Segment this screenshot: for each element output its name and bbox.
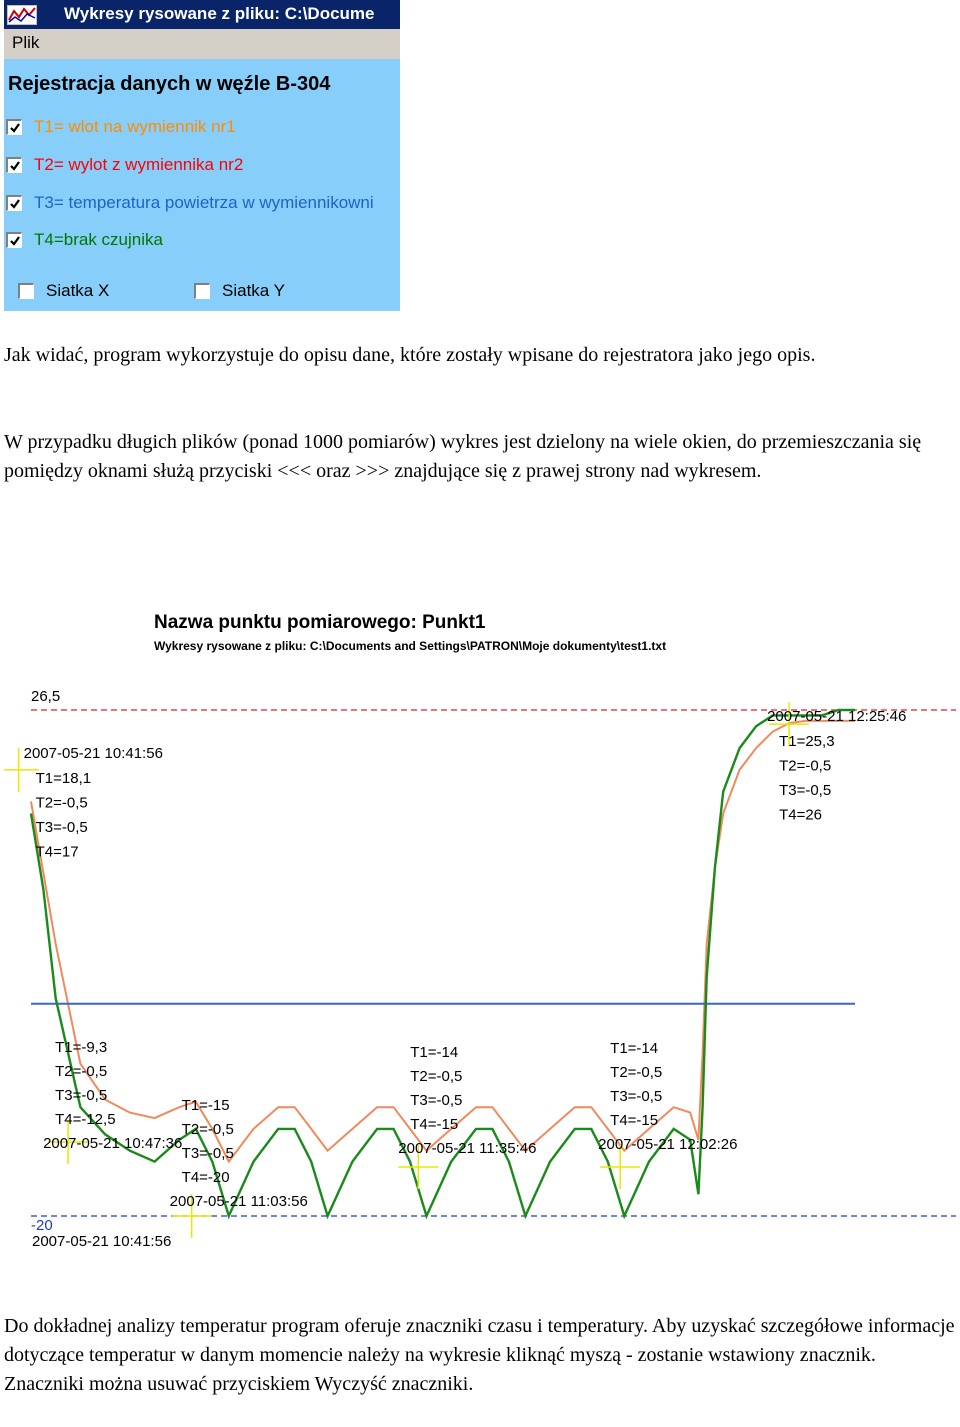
marker-value-label: T2=-0,5 (181, 1121, 234, 1138)
checkbox-unchecked[interactable] (194, 283, 210, 299)
marker-time-label: 2007-05-21 10:41:56 (23, 744, 163, 762)
marker-value-label: T3=-0,5 (55, 1087, 108, 1105)
marker-time-label: 2007-05-21 11:35:46 (398, 1140, 537, 1158)
marker-value-label: T1=-15 (181, 1097, 230, 1114)
marker-value-label: T2=-0,5 (779, 757, 832, 775)
panel-title: Rejestracja danych w węźle B-304 (8, 73, 331, 95)
chart-title: Nazwa punktu pomiarowego: Punkt1 (154, 612, 486, 633)
paragraph-navigation: W przypadku długich plików (ponad 1000 pomiarów) wykres jest dzielony na wiele okien, do przemieszczania się pomiędzy oknami służą przyciski <<< oraz >>> znajdujące się z prawej strony nad wykresem. (4, 431, 922, 482)
marker-value-label: T2=-0,5 (610, 1064, 663, 1082)
marker-value-label: T1=-14 (410, 1044, 459, 1062)
marker-time-label: 2007-05-21 12:02:26 (598, 1136, 738, 1154)
y-min-label: -20 (31, 1217, 53, 1234)
temperature-chart[interactable] (4, 598, 956, 1282)
marker-value-label: T2=-0,5 (35, 794, 88, 812)
checkbox-checked[interactable] (6, 157, 22, 173)
marker-value-label: T3=-0,5 (181, 1145, 234, 1162)
chart-plot[interactable] (4, 598, 956, 1282)
chart-app-icon (7, 5, 37, 25)
marker-time-label: 2007-05-21 11:03:56 (169, 1193, 308, 1210)
marker-value-label: T3=-0,5 (779, 782, 832, 800)
menu-bar (4, 29, 400, 59)
marker-value-label: T1=-14 (610, 1040, 659, 1058)
chart-subtitle: Wykresy rysowane z pliku: C:\Documents and Settings\PATRON\Moje dokumenty\test1.txt (154, 639, 667, 653)
grid-x-label: Siatka X (46, 281, 110, 300)
marker-value-label: T4=26 (779, 806, 823, 824)
checkbox-checked[interactable] (6, 232, 22, 248)
marker-time-label: 2007-05-21 12:25:46 (767, 708, 907, 726)
marker-value-label: T3=-0,5 (35, 818, 88, 836)
marker-value-label: T3=-0,5 (410, 1092, 463, 1110)
marker-value-label: T1=25,3 (779, 733, 835, 751)
paragraph-intro: Jak widać, program wykorzystuje do opisu dane, które zostały wpisane do rejestratora jako jego opis. (4, 344, 816, 366)
marker-value-label: T2=-0,5 (55, 1063, 108, 1081)
marker-value-label: T1=-9,3 (55, 1039, 108, 1057)
series-label-t3: T3= temperatura powietrza w wymiennikowni (34, 193, 374, 212)
marker-value-label: T4=-20 (181, 1169, 230, 1186)
marker-value-label: T1=18,1 (35, 769, 92, 787)
marker-time-label: 2007-05-21 10:47:36 (43, 1135, 183, 1153)
app-window (4, 0, 400, 311)
marker-value-label: T2=-0,5 (410, 1068, 463, 1086)
y-max-label: 26,5 (31, 688, 61, 705)
series-label-t2: T2= wylot z wymiennika nr2 (34, 155, 244, 174)
series-label-t4: T4=brak czujnika (34, 230, 163, 249)
grid-y-label: Siatka Y (222, 281, 286, 300)
marker-value-label: T4=17 (35, 843, 79, 861)
x-start-label: 2007-05-21 10:41:56 (32, 1233, 172, 1250)
title-bar (4, 0, 400, 29)
checkbox-checked[interactable] (6, 195, 22, 211)
checkbox-checked[interactable] (6, 119, 22, 135)
paragraph-markers: Do dokładnej analizy temperatur program oferuje znaczniki czasu i temperatury. Aby uzyskać szczegółowe informacje dotyczące temperatur w danym momencie należy na wykresie kliknąć myszą - zostanie wstawiony znacznik. Znaczniki można usuwać przyciskiem Wyczyść znaczniki. (4, 1315, 955, 1395)
menu-plik[interactable]: Plik (12, 33, 40, 52)
window-title: Wykresy rysowane z pliku: C:\Docume (64, 4, 375, 23)
marker-value-label: T4=-15 (410, 1116, 459, 1134)
marker-value-label: T3=-0,5 (610, 1088, 663, 1106)
series-label-t1: T1= wlot na wymiennik nr1 (34, 117, 236, 136)
marker-value-label: T4=-12,5 (55, 1111, 116, 1129)
marker-value-label: T4=-15 (610, 1112, 659, 1130)
checkbox-unchecked[interactable] (18, 283, 34, 299)
